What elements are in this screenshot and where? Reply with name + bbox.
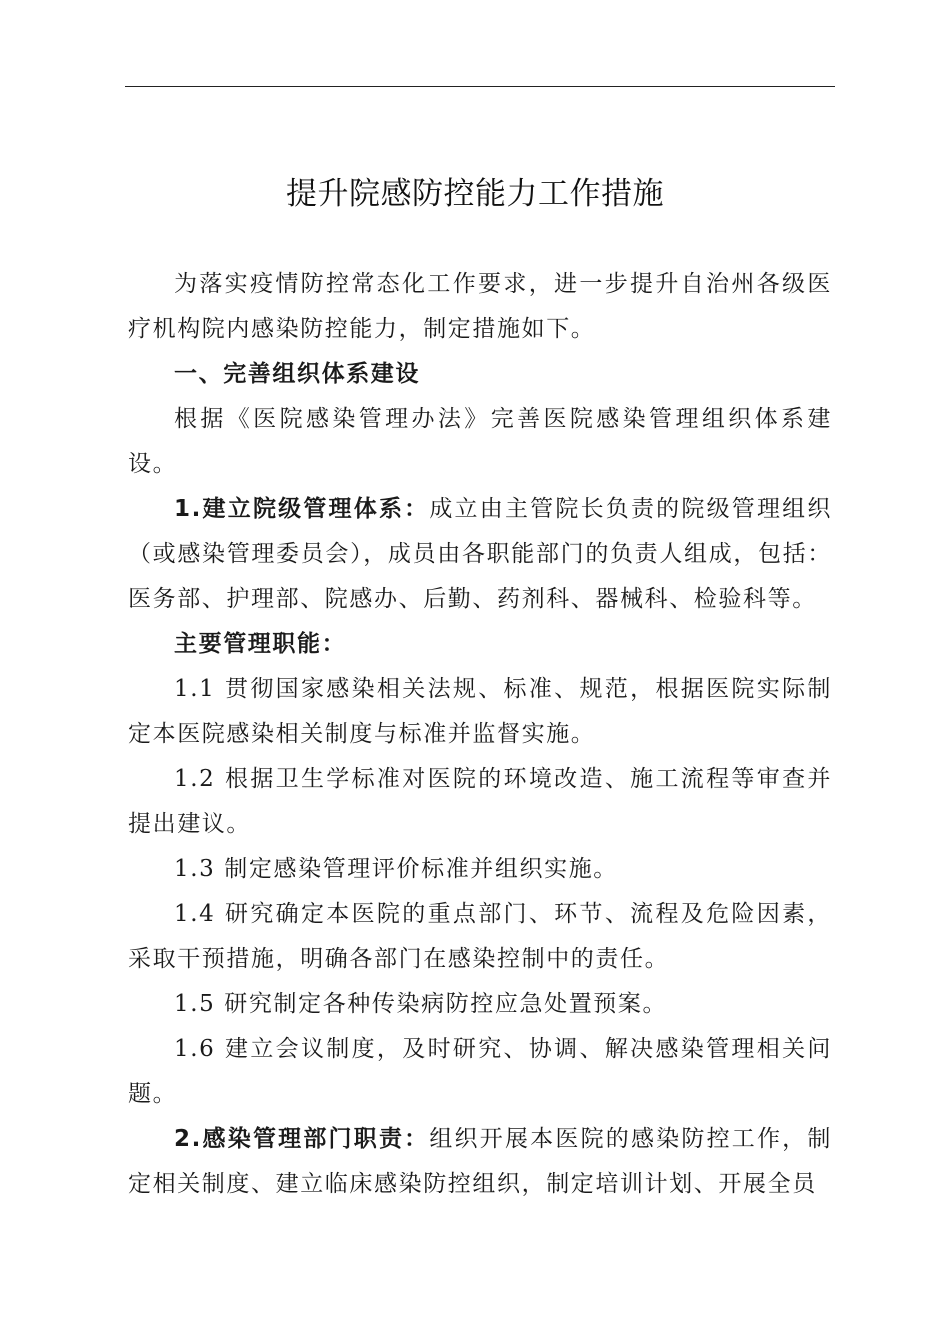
- function-item: 1.3 制定感染管理评价标准并组织实施。: [174, 856, 618, 882]
- function-item: 1.6 建立会议制度，及时研究、协调、解决感染管理相关问题。: [128, 1036, 832, 1107]
- item-1-label: 1.建立院级管理体系：: [174, 496, 430, 522]
- document-title: 提升院感防控能力工作措施: [286, 176, 664, 212]
- section-heading: 一、完善组织体系建设: [174, 361, 420, 387]
- function-item: 1.4 研究确定本医院的重点部门、环节、流程及危险因素，采取干预措施，明确各部门在感染控制中的责任。: [128, 901, 832, 972]
- item-2-text: 组织开展本医院的感染防控工作，制定相关制度、建立临床感染防控组织，制定培训计划、开展全员: [128, 1126, 832, 1197]
- section-lead-paragraph: 根据《医院感染管理办法》完善医院感染管理组织体系建设。: [128, 406, 832, 477]
- function-item: 1.1 贯彻国家感染相关法规、标准、规范，根据医院实际制定本医院感染相关制度与标准并监督实施。: [128, 676, 832, 747]
- function-item: 1.5 研究制定各种传染病防控应急处置预案。: [174, 991, 668, 1017]
- function-item: 1.2 根据卫生学标准对医院的环境改造、施工流程等审查并提出建议。: [128, 766, 832, 837]
- document-body: [128, 262, 832, 1207]
- item-1-text: 成立由主管院长负责的院级管理组织（或感染管理委员会），成员由各职能部门的负责人组成，包括：医务部、护理部、院感办、后勤、药剂科、器械科、检验科等。: [128, 496, 832, 612]
- item-2-label: 2.感染管理部门职责：: [174, 1126, 430, 1152]
- item-1-paragraph: [128, 487, 832, 622]
- functions-heading: 主要管理职能：: [174, 631, 347, 657]
- item-2-paragraph: [128, 1117, 832, 1207]
- intro-paragraph: 为落实疫情防控常态化工作要求，进一步提升自治州各级医疗机构院内感染防控能力，制定措施如下。: [128, 271, 832, 342]
- header-rule: [125, 86, 835, 87]
